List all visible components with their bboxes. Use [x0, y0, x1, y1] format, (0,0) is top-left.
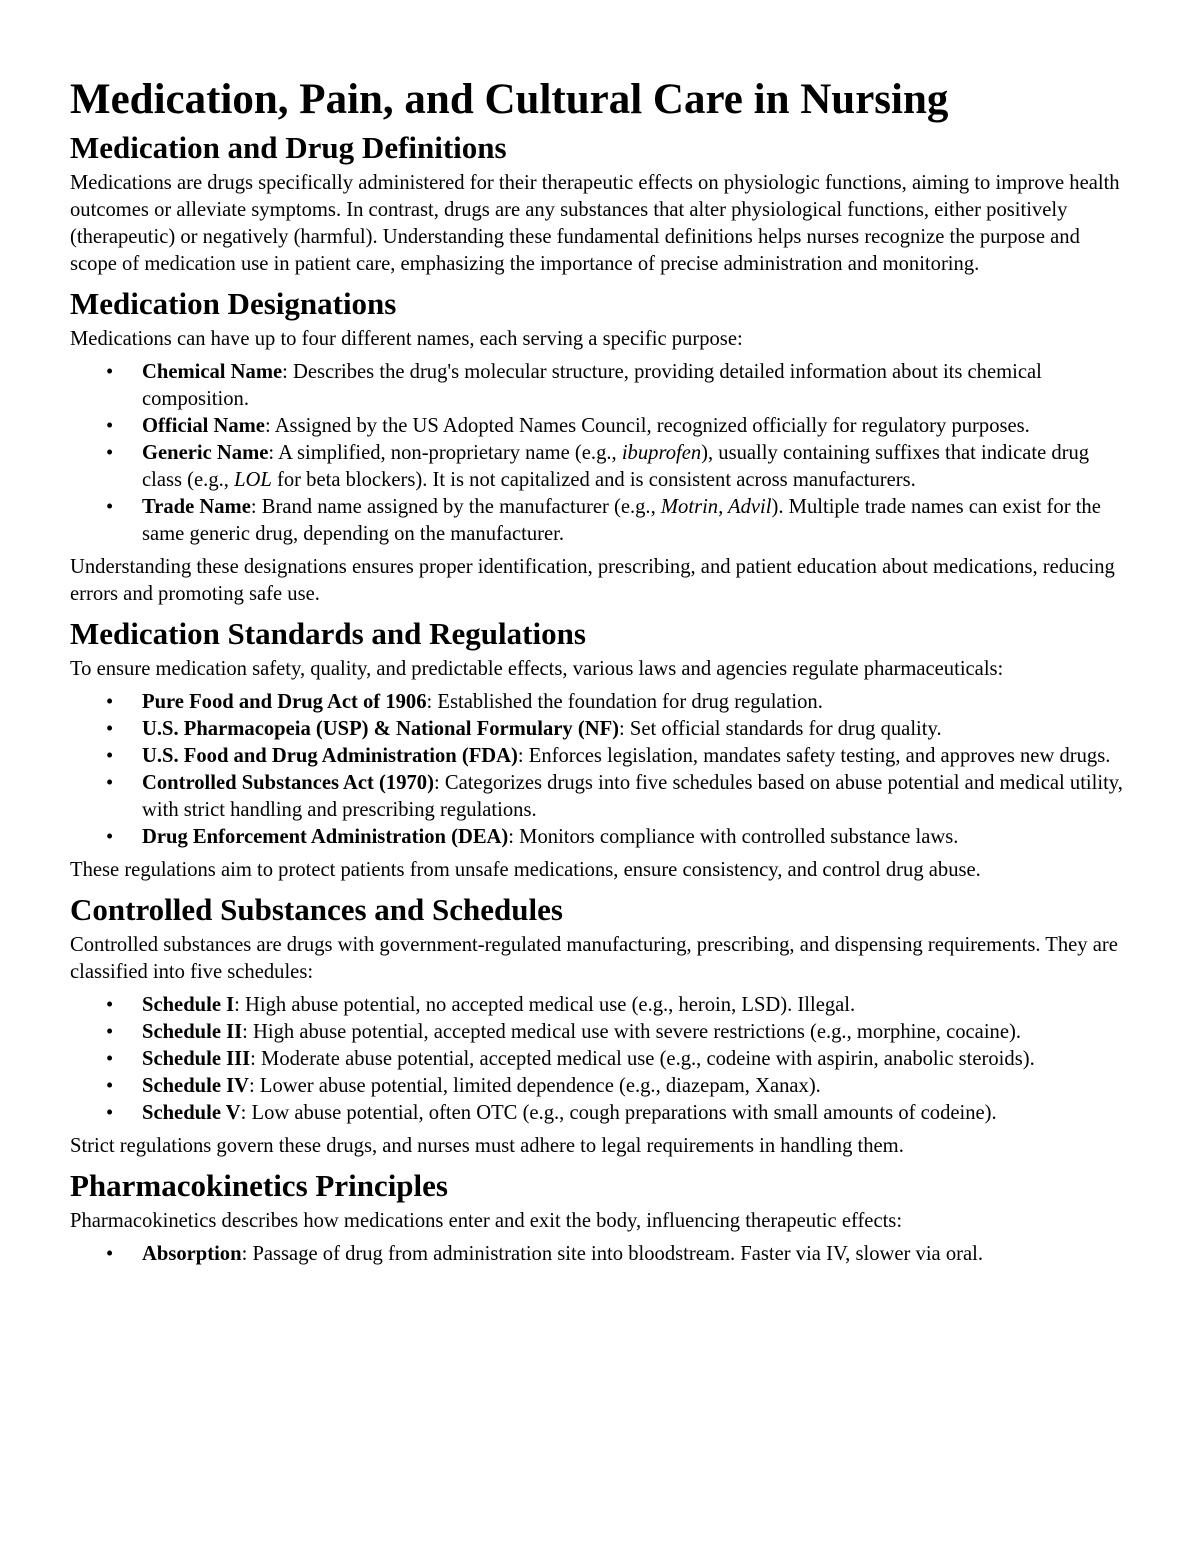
bullet-icon: • [106, 772, 114, 794]
list-item [106, 716, 1130, 743]
list-item-term: Schedule V [142, 1102, 241, 1124]
bullet-icon: • [106, 415, 114, 437]
list-item [106, 743, 1130, 770]
list-item-term: Drug Enforcement Administration (DEA) [142, 826, 509, 848]
list-item-text: Low abuse potential, often OTC (e.g., cough preparations with small amounts of codeine). [251, 1102, 997, 1124]
bullet-icon: • [106, 826, 114, 848]
section-intro-paragraph: Medications are drugs specifically administered for their therapeutic effects on physiologic functions, aiming to improve health outcomes or alleviate symptoms. In contrast, drugs are any substances that alter physiological functions, either positively (therapeutic) or negatively (harmful). Understanding these fundamental definitions helps nurses recognize the purpose and scope of medication use in patient care, emphasizing the importance of precise administration and monitoring. [70, 172, 1120, 275]
list-item-text: Passage of drug from administration site into bloodstream. Faster via IV, slower via oral. [252, 1243, 983, 1265]
list-item-separator: : [264, 415, 275, 437]
list-item [106, 1241, 1130, 1268]
list-item-separator: : [240, 1102, 252, 1124]
list-item [106, 1046, 1130, 1073]
section-outro-paragraph: These regulations aim to protect patients from unsafe medications, ensure consistency, and control drug abuse. [70, 859, 981, 881]
list-item [106, 440, 1130, 494]
bullet-icon: • [106, 361, 114, 383]
list-item [106, 689, 1130, 716]
section-heading: Controlled Substances and Schedules [70, 892, 563, 927]
list-item-term: Controlled Substances Act (1970) [142, 772, 434, 794]
bullet-icon: • [106, 1048, 114, 1070]
bullet-icon: • [106, 1021, 114, 1043]
section-intro-paragraph: Medications can have up to four different names, each serving a specific purpose: [70, 328, 743, 350]
list-item-term: Official Name [142, 415, 265, 437]
list-item-separator: : [250, 1048, 262, 1070]
list-item-term: Trade Name [142, 496, 251, 518]
list-item-text: ). Multiple trade names can exist for the same generic drug, depending on the manufacturer. [142, 496, 1101, 545]
list-item-separator: : [241, 1243, 253, 1265]
list-item-separator: : [249, 1075, 260, 1097]
list-item-separator: : [508, 826, 520, 848]
list-item-text: Brand name assigned by the manufacturer (e.g., [261, 496, 661, 518]
list-item-text: ), usually containing suffixes that indicate drug class (e.g., [142, 442, 1090, 491]
list-item-term: Schedule I [142, 994, 235, 1016]
section-outro-paragraph: Strict regulations govern these drugs, and nurses must adhere to legal requirements in handling them. [70, 1135, 904, 1157]
list-item-text: Established the foundation for drug regulation. [437, 691, 823, 713]
list-item-text: High abuse potential, no accepted medical use (e.g., heroin, LSD). Illegal. [245, 994, 856, 1016]
list-item-term: Schedule III [142, 1048, 251, 1070]
section-heading: Pharmacokinetics Principles [70, 1168, 448, 1203]
list-item [106, 413, 1130, 440]
list-item [106, 1073, 1130, 1100]
list-item-text: Describes the drug's molecular structure, providing detailed information about its chemical composition. [142, 361, 1042, 410]
list-item-text: Lower abuse potential, limited dependence (e.g., diazepam, Xanax). [259, 1075, 821, 1097]
bullet-icon: • [106, 1102, 114, 1124]
bullet-icon: • [106, 496, 114, 518]
list-item [106, 1019, 1130, 1046]
bullet-icon: • [106, 1075, 114, 1097]
bullet-icon: • [106, 691, 114, 713]
bullet-list [70, 992, 1130, 1127]
list-item-term: Schedule II [142, 1021, 243, 1043]
list-item-separator: : [250, 496, 262, 518]
bullet-icon: • [106, 718, 114, 740]
bullet-list [70, 359, 1130, 548]
list-item-separator: : [517, 745, 529, 767]
section-outro-paragraph: Understanding these designations ensures proper identification, prescribing, and patient education about medications, reducing errors and promoting safe use. [70, 556, 1115, 605]
list-item-separator: : [282, 361, 293, 383]
list-item-text: A simplified, non-proprietary name (e.g., [278, 442, 622, 464]
list-item-example: ibuprofen [621, 442, 702, 464]
section-heading: Medication and Drug Definitions [70, 130, 507, 165]
bullet-icon: • [106, 442, 114, 464]
list-item [106, 1100, 1130, 1127]
list-item-separator: : [234, 994, 245, 1016]
list-item-text: for beta blockers). It is not capitalized and is consistent across manufacturers. [271, 469, 916, 491]
list-item-term: Absorption [142, 1243, 242, 1265]
list-item-term: Pure Food and Drug Act of 1906 [142, 691, 427, 713]
section-heading: Medication Standards and Regulations [70, 616, 586, 651]
list-item-text: Set official standards for drug quality. [629, 718, 942, 740]
section-intro-paragraph: Controlled substances are drugs with government-regulated manufacturing, prescribing, and dispensing requirements. They are classified into five schedules: [70, 934, 1118, 983]
document-body [70, 130, 1130, 1268]
list-item-term: Chemical Name [142, 361, 283, 383]
list-item-term: Generic Name [142, 442, 269, 464]
list-item-text: Enforces legislation, mandates safety testing, and approves new drugs. [528, 745, 1111, 767]
list-item-separator: : [426, 691, 438, 713]
bullet-list [70, 1241, 1130, 1268]
list-item [106, 494, 1130, 548]
list-item [106, 359, 1130, 413]
section-intro-paragraph: Pharmacokinetics describes how medications enter and exit the body, influencing therapeutic effects: [70, 1210, 903, 1232]
list-item-example: LOL [234, 469, 272, 491]
list-item-term: U.S. Food and Drug Administration (FDA) [142, 745, 518, 767]
list-item-separator: : [619, 718, 630, 740]
list-item-term: Schedule IV [142, 1075, 249, 1097]
list-item [106, 770, 1130, 824]
section-intro-paragraph: To ensure medication safety, quality, and predictable effects, various laws and agencies regulate pharmaceuticals: [70, 658, 1004, 680]
bullet-icon: • [106, 994, 114, 1016]
list-item [106, 992, 1130, 1019]
section-heading: Medication Designations [70, 286, 397, 321]
list-item-example: Motrin, Advil [660, 496, 772, 518]
list-item-term: U.S. Pharmacopeia (USP) & National Formulary (NF) [142, 718, 620, 740]
list-item-text: Categorizes drugs into five schedules based on abuse potential and medical utility, with strict handling and prescribing regulations. [142, 772, 1123, 821]
list-item-separator: : [242, 1021, 254, 1043]
list-item [106, 824, 1130, 851]
bullet-list [70, 689, 1130, 851]
list-item-text: Moderate abuse potential, accepted medical use (e.g., codeine with aspirin, anabolic steroids). [261, 1048, 1035, 1070]
bullet-icon: • [106, 1243, 114, 1265]
list-item-separator: : [268, 442, 279, 464]
list-item-text: Assigned by the US Adopted Names Council, recognized officially for regulatory purposes. [274, 415, 1030, 437]
list-item-text: Monitors compliance with controlled substance laws. [519, 826, 959, 848]
bullet-icon: • [106, 745, 114, 767]
document-title: Medication, Pain, and Cultural Care in Nursing [70, 76, 949, 123]
list-item-separator: : [433, 772, 445, 794]
list-item-text: High abuse potential, accepted medical use with severe restrictions (e.g., morphine, cocaine). [253, 1021, 1021, 1043]
